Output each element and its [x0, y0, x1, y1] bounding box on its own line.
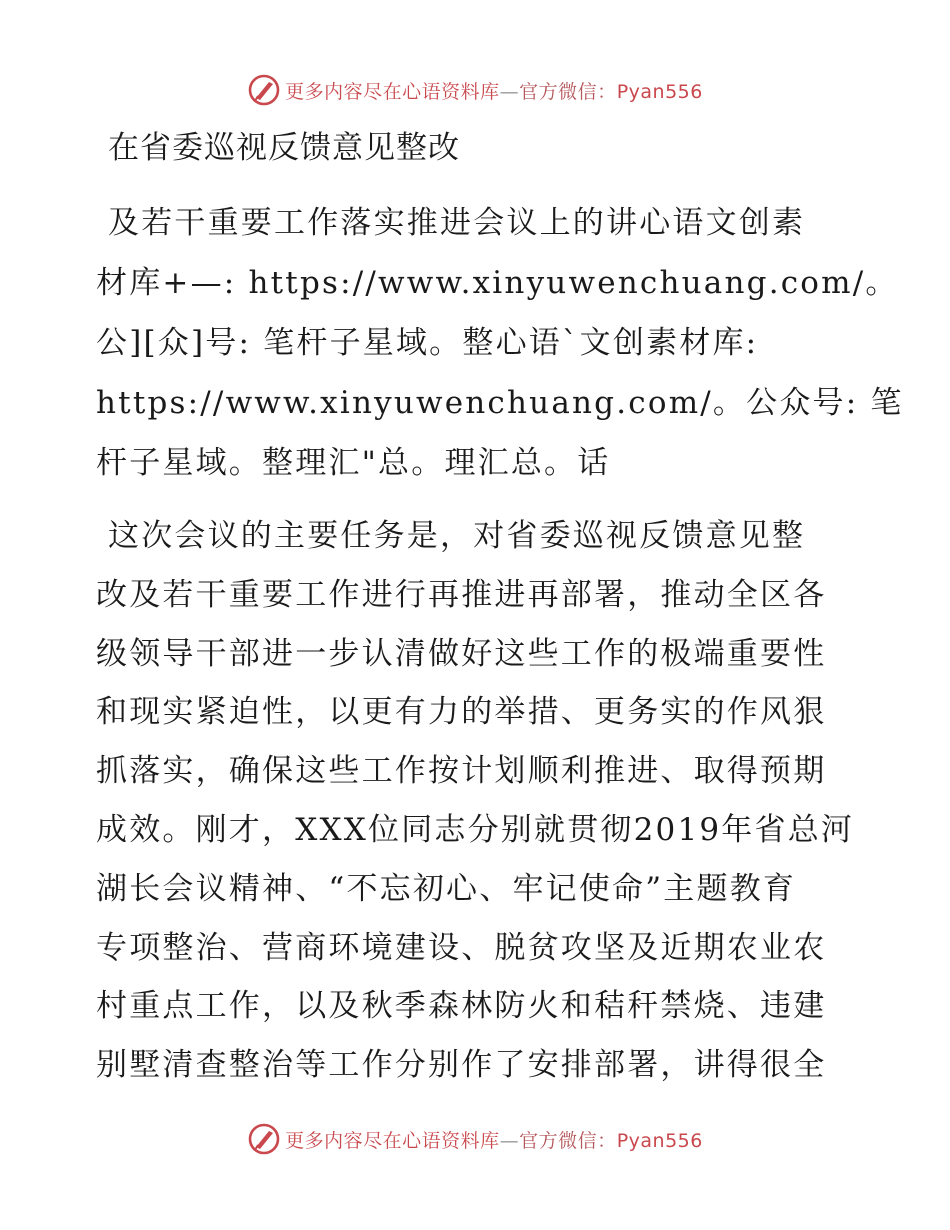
quill-logo-icon [247, 1122, 281, 1156]
banner-text [285, 77, 703, 104]
quill-logo-icon [247, 73, 281, 107]
banner-text [285, 1126, 703, 1153]
footer-banner [0, 1119, 950, 1159]
paragraph-1 [96, 193, 904, 493]
paragraph-line: https://www.xinyuwenchuang.com/。公众号: 笔 [96, 385, 904, 421]
banner-wechat-label: 官方微信： [519, 80, 617, 103]
paragraph-line: 别墅清查整治等工作分别作了安排部署，讲得很全 [96, 1047, 827, 1084]
banner-separator: — [499, 1129, 520, 1152]
banner-slogan: 更多内容尽在心语资料库 [285, 1129, 500, 1152]
paragraph-line: 改及若干重要工作进行再推进再部署，推动全区各 [96, 576, 827, 613]
banner-wechat-id: Pyan556 [616, 1129, 703, 1152]
paragraph-line: 及若干重要工作落实推进会议上的讲心语文创素 [108, 205, 806, 241]
paragraph-line: 公][众]号: 笔杆子星域。整心语`文创素材库: [96, 325, 759, 361]
header-banner [0, 70, 950, 110]
banner-wechat-label: 官方微信： [519, 1129, 617, 1152]
paragraph-line: 级领导干部进一步认清做好这些工作的极端重要性 [96, 635, 827, 672]
banner-separator: — [499, 80, 520, 103]
paragraph-line: 成效。刚才，XXX位同志分别就贯彻2019年省总河 [96, 811, 855, 848]
banner-wechat-id: Pyan556 [616, 80, 703, 103]
paragraph-line: 和现实紧迫性，以更有力的举措、更务实的作风狠 [96, 694, 827, 731]
paragraph-2 [96, 507, 856, 1095]
paragraph-line: 材库+—: https://www.xinyuwenchuang.com/。 [96, 265, 899, 301]
document-title: 在省委巡视反馈意见整改 [108, 130, 460, 166]
paragraph-line: 这次会议的主要任务是，对省委巡视反馈意见整 [108, 518, 806, 554]
document-body [96, 125, 904, 1095]
paragraph-line: 杆子星域。整理汇"总。理汇总。话 [96, 445, 611, 481]
paragraph-line: 湖长会议精神、“不忘初心、牢记使命”主题教育 [96, 870, 797, 907]
paragraph-line: 专项整治、营商环境建设、脱贫攻坚及近期农业农 [96, 929, 827, 966]
banner-slogan: 更多内容尽在心语资料库 [285, 80, 500, 103]
paragraph-line: 抓落实，确保这些工作按计划顺利推进、取得预期 [96, 753, 827, 790]
paragraph-line: 村重点工作，以及秋季森林防火和秸秆禁烧、违建 [96, 988, 827, 1025]
